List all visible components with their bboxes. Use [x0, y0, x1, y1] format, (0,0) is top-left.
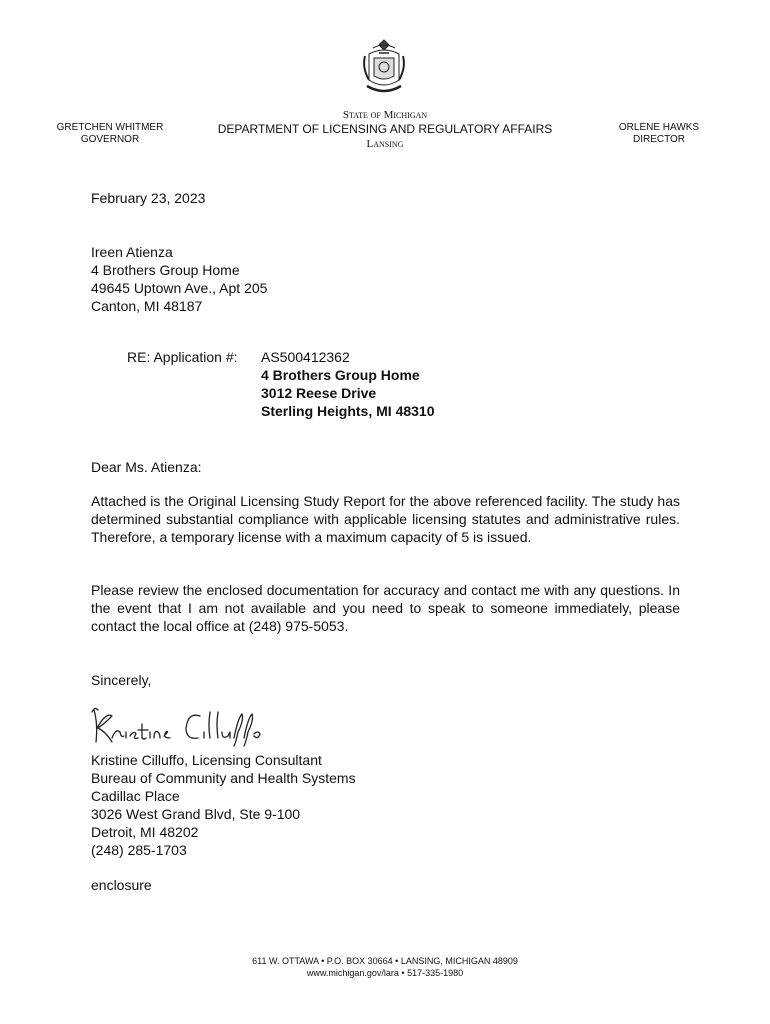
- signer-bureau: Bureau of Community and Health Systems: [91, 770, 356, 786]
- facility-street: 3012 Reese Drive: [261, 385, 377, 401]
- re-label: RE: Application #:: [127, 349, 238, 365]
- director-title: DIRECTOR: [632, 134, 686, 145]
- signature-block: [91, 751, 356, 859]
- salutation: Dear Ms. Atienza:: [91, 459, 202, 475]
- department-name: DEPARTMENT OF LICENSING AND REGULATORY AFFAIRS: [217, 122, 553, 136]
- letter-date: February 23, 2023: [91, 190, 206, 206]
- state-seal-icon: [359, 36, 409, 98]
- footer-contact: www.michigan.gov/lara • 517-335-1980: [306, 968, 464, 978]
- recipient-line: 49645 Uptown Ave., Apt 205: [91, 280, 268, 296]
- re-details: [261, 348, 435, 420]
- body-paragraph-1: Attached is the Original Licensing Study Report for the above referenced facility. The study has determined substantial compliance with applicable licensing statutes and administrative rules. Therefore, a temporary license with a maximum capacity of 5 is issued.: [91, 493, 680, 545]
- signer-phone: (248) 285-1703: [91, 842, 187, 858]
- recipient-line: 4 Brothers Group Home: [91, 262, 240, 278]
- footer-address: 611 W. OTTAWA • P.O. BOX 30664 • LANSING, MICHIGAN 48909: [252, 956, 518, 966]
- closing: Sincerely,: [91, 672, 152, 688]
- application-number: AS500412362: [261, 349, 350, 365]
- handwritten-signature: [88, 702, 288, 748]
- state-name: State of Michigan: [342, 109, 428, 121]
- governor-name: GRETCHEN WHITMER: [56, 122, 164, 133]
- signer-street: 3026 West Grand Blvd, Ste 9-100: [91, 806, 301, 822]
- director-block: [610, 122, 708, 146]
- signer-city: Detroit, MI 48202: [91, 824, 199, 840]
- signer-building: Cadillac Place: [91, 788, 180, 804]
- governor-title: GOVERNOR: [80, 134, 140, 145]
- enclosure-note: enclosure: [91, 877, 152, 893]
- city-name: Lansing: [366, 138, 404, 150]
- facility-city: Sterling Heights, MI 48310: [261, 403, 435, 419]
- governor-block: [40, 122, 180, 146]
- recipient-line: Canton, MI 48187: [91, 298, 203, 314]
- signer-name-title: Kristine Cilluffo, Licensing Consultant: [91, 752, 322, 768]
- department-heading: [195, 108, 575, 151]
- body-paragraph-2: Please review the enclosed documentation for accuracy and contact me with any questions. In the event that I am not available and you need to speak to someone immediately, please contact the local office at (248) 975-5053.: [91, 582, 680, 634]
- director-name: ORLENE HAWKS: [618, 122, 700, 133]
- facility-name: 4 Brothers Group Home: [261, 367, 420, 383]
- recipient-address: [91, 243, 267, 315]
- recipient-line: Ireen Atienza: [91, 244, 173, 260]
